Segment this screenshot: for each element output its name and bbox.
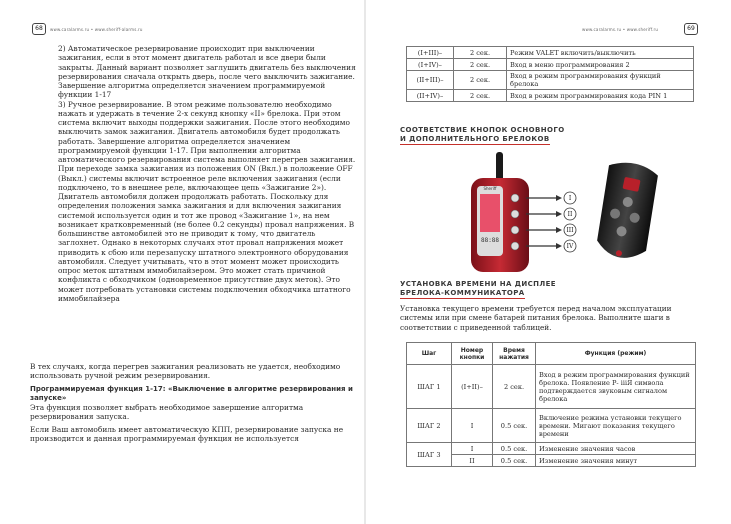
table-cell-combo: (II+III)– xyxy=(407,71,454,90)
left-lower-text xyxy=(30,362,356,444)
paragraph-auto-kpp: Если Ваш автомобиль имеет автоматическую КПП, резервирование запуска не производится и данная программируемая функция не используется xyxy=(30,425,344,444)
section-heading-buttons: СООТВЕТСТВИЕ КНОПОК ОСНОВНОГО И ДОПОЛНИТЕЛЬНОГО БРЕЛОКОВ xyxy=(400,126,565,143)
right-running-head: www.caralarms.ru • www.sheriff.ru xyxy=(582,27,659,32)
key-fob-illustration xyxy=(366,150,731,275)
table-cell-desc: Режим VALET включить/выключить xyxy=(507,47,694,59)
table-row: ШАГ 2 I 0.5 сек. Включение режима установки текущего времени. Мигают показания текущего времени xyxy=(407,409,696,443)
combo-table xyxy=(406,46,694,102)
table-cell-desc: Вход в меню программирования 2 xyxy=(507,59,694,71)
table-row xyxy=(407,71,694,90)
table-cell-desc: Вход в режим программирования функций брелока xyxy=(507,71,694,90)
paragraph-manual-reserve: 3) Ручное резервирование. В этом режиме пользователю необходимо нажать и удержать в течение 2-х секунд кнопку «II» брелока. При этом система включит выходы поддержки зажигания. После этого необходимо выключить замок зажигания. Двигатель автомобиля будет продолжать работать. Завершение алгоритма определяется значением программируемой функции 1-17. При выполнении алгоритма автоматического резервирования система выполняет перегрев зажигания. При переходе замка зажигания из положения ON (Вкл.) в положение OFF (Выкл.) системы включит встроенное реле включения зажигания (если подключено, то в внешнее реле, включающее цепь «Зажигание 2»). Двигатель автомобиля должен продолжать работать. Поскольку для определения положения замка зажигания и для включения зажигания системой используется один и тот же провод «Зажигание 1», на нем возникает кратковременный (не более 0.2 секунды) провал напряжения. В большинстве автомобилей это не приводит к тому, что двигатель заглохнет. Однако в некоторых случаях этот провал напряжения может приводить к сбою или перезапуску штатного электронного оборудования автомобиля. Следует учитывать, что в этот момент может происходить опрос меток штатным иммобилайзером. Это может стать причиной конфликта с обходчиком (одновременное присутствие двух меток). Это может потребовать установки системы подключения обходчика штатного иммобилайзера xyxy=(58,99,356,303)
paragraph-fallback: В тех случаях, когда перегрев зажигания реализовать не удается, необходимо использовать ручной режим резервирования. xyxy=(30,362,341,381)
secondary-fob-icon xyxy=(591,158,664,262)
table-cell-combo: (I+IV)– xyxy=(407,59,454,71)
svg-text:II: II xyxy=(567,211,573,218)
table-row: ШАГ 1 (I+II)– 2 сек. Вход в режим программирования функций брелока. Появление Р- ⅲЯ символа подтверждается звуковым сигналом брелока xyxy=(407,365,696,409)
left-column-text xyxy=(58,44,356,303)
table-cell-desc: Вход в режим программирования кода PIN 1 xyxy=(507,90,694,102)
left-page xyxy=(0,0,365,524)
table-row: ШАГ 3 I 0.5 сек. Изменение значения часов xyxy=(407,443,696,455)
table-cell-time: 2 сек. xyxy=(454,59,507,71)
table-row: II 0.5 сек. Изменение значения минут xyxy=(407,455,696,467)
steps-table: Шаг Номер кнопки Время нажатия Функция (режим) ШАГ 1 (I+II)– 2 сек. Вход в режим программирования функций брелока. Появление Р- ⅲЯ символа подтверждается звуковым сигналом брелока ШАГ 2 I 0.5 сек. Включение режима установки текущего времени. Мигают показания текущего времени ШАГ 3 I 0.5 сек. Изменение значения часов II 0.5 сек. Изменение значения минут xyxy=(406,342,696,467)
svg-text:III: III xyxy=(566,227,574,234)
svg-text:IV: IV xyxy=(566,243,574,250)
section-heading-time: УСТАНОВКА ВРЕМЕНИ НА ДИСПЛЕЕ БРЕЛОКА-КОММУНИКАТОРА xyxy=(400,280,556,297)
function-subheading: Программируемая функция 1-17: «Выключение в алгоритме резервирования и запуске» xyxy=(30,384,353,402)
svg-text:Sheriff: Sheriff xyxy=(483,186,497,191)
table-cell-combo: (I+III)– xyxy=(407,47,454,59)
table-row xyxy=(407,47,694,59)
table-cell-combo: (II+IV)– xyxy=(407,90,454,102)
right-page-number: 69 xyxy=(684,23,698,35)
fob-screen xyxy=(480,194,500,232)
left-page-number: 68 xyxy=(32,23,46,35)
svg-text:I: I xyxy=(568,195,572,202)
table-row xyxy=(407,90,694,102)
svg-text:88:88: 88:88 xyxy=(480,237,500,244)
time-setup-text: Установка текущего времени требуется перед началом эксплуатации системы или при смене батарей питания брелока. Выполните шаги в соответствии с приведенной таблицей. xyxy=(400,304,672,332)
table-cell-time: 2 сек. xyxy=(454,90,507,102)
paragraph-auto-reserve: 2) Автоматическое резервирование происходит при выключении зажигания, если в этот момент двигатель работал и все двери были закрыты. Данный вариант позволяет заглушить двигатель без выключения резервирования сначала открыть дверь, после чего выключить зажигание. Завершение алгоритма определяется значением программируемой функции 1-17 xyxy=(58,44,356,100)
left-running-head: www.caralarms.ru • www.sheriff-alarms.ru xyxy=(50,27,143,32)
table-cell-time: 2 сек. xyxy=(454,47,507,59)
table-row xyxy=(407,59,694,71)
right-page xyxy=(366,0,731,524)
button-mapping-arrows xyxy=(526,192,576,252)
paragraph-function-desc: Эта функция позволяет выбрать необходимое завершение алгоритма резервирования запуска. xyxy=(30,402,304,421)
table-cell-time: 2 сек. xyxy=(454,71,507,90)
